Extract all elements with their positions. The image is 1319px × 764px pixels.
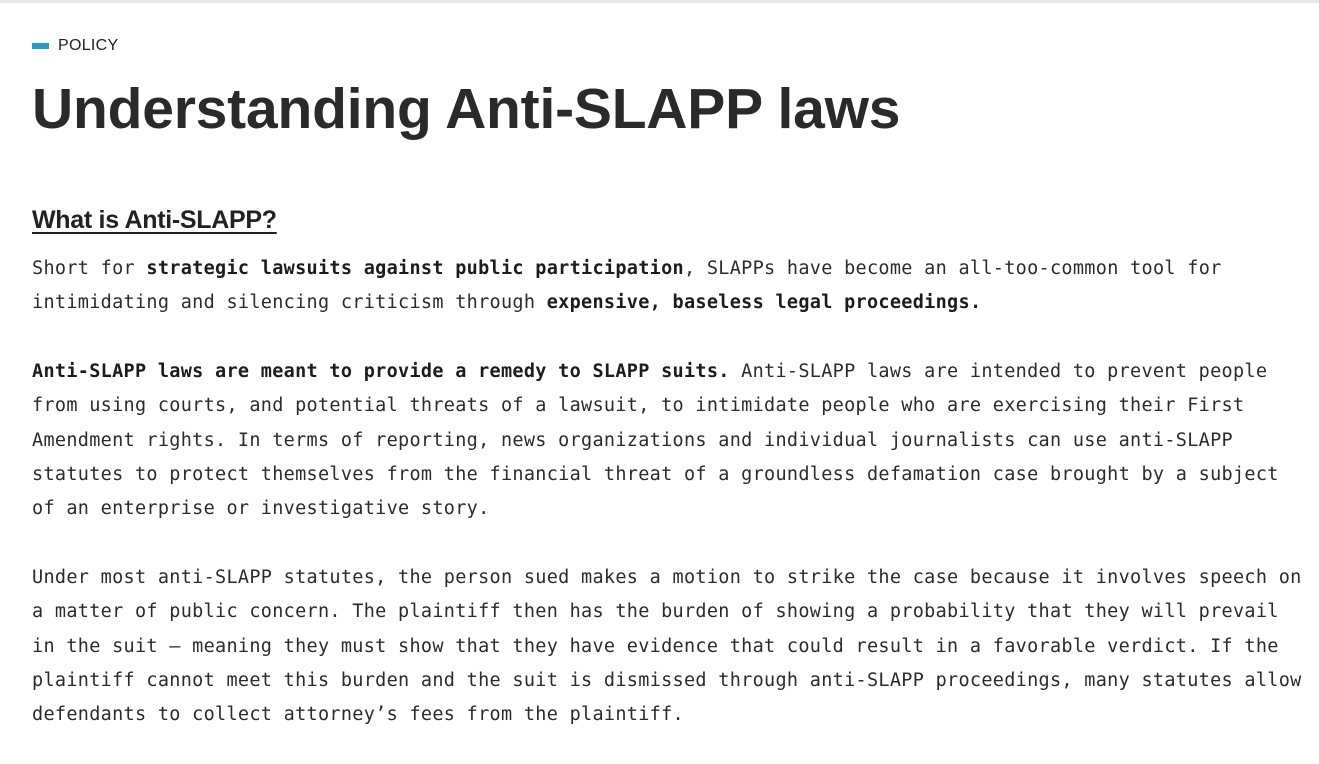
paragraph-intro (32, 252, 1302, 321)
top-border (0, 0, 1319, 3)
intro-text-1: Short for (32, 258, 147, 279)
paragraph-procedure: Under most anti-SLAPP statutes, the person sued makes a motion to strike the case because it involves speech on a matter of public concern. The plaintiff then has the burden of showing a probability that they will prevail in the suit — meaning they must show that they have evidence that could result in a favorable verdict. If the plaintiff cannot meet this burden and the suit is dismissed through anti-SLAPP proceedings, many statutes allow defendants to collect attorney’s fees from the plaintiff. (32, 567, 1302, 726)
intro-text-3: . (969, 292, 982, 314)
intro-text-2: , SLAPPs have become an all-too-common tool for intimidating and silencing criticism through (32, 258, 1222, 314)
remedy-text: Anti-SLAPP laws are intended to prevent people from using courts, and potential threats of a lawsuit, to intimidate people who are exercising their First Amendment rights. In terms of reporting, news organizations and individual journalists can use anti-SLAPP statutes to protect themselves from the financial threat of a groundless defamation case brought by a subject of an enterprise or investigative story. (32, 361, 1279, 520)
paragraph-remedy (32, 355, 1302, 526)
section-heading: What is Anti-SLAPP? (32, 206, 277, 234)
page-title: Understanding Anti-SLAPP laws (32, 77, 901, 141)
category-label[interactable] (32, 37, 119, 55)
intro-bold-1: strategic lawsuits against public participation (146, 258, 684, 279)
category-accent-bar (32, 43, 49, 49)
intro-bold-2: expensive, baseless legal proceedings (546, 292, 970, 314)
remedy-bold: Anti-SLAPP laws are meant to provide a remedy to SLAPP suits. (32, 361, 730, 382)
category-text[interactable]: POLICY (58, 37, 119, 54)
